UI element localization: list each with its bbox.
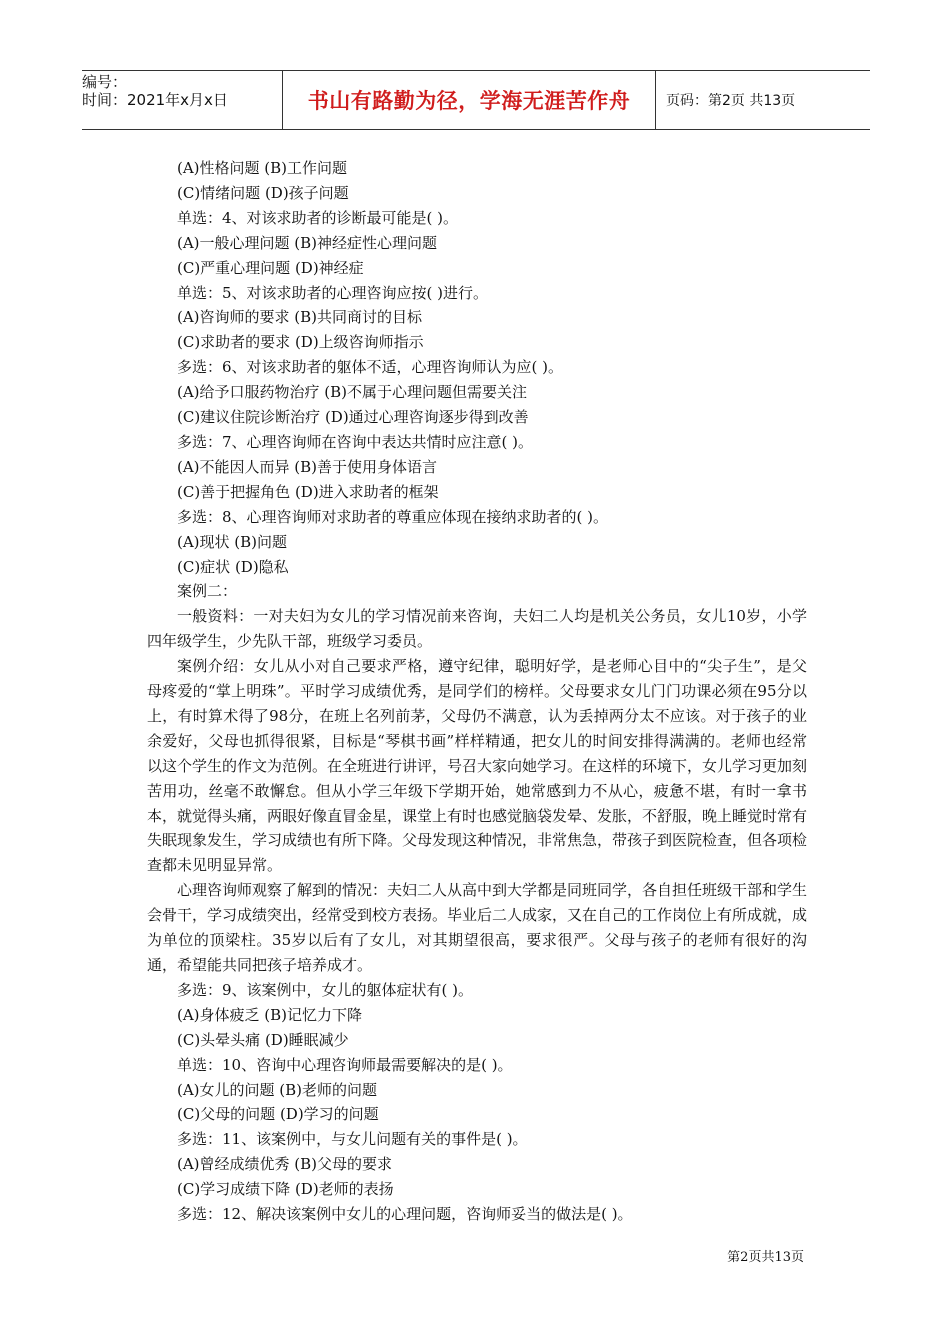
text-line: (C)头晕头痛 (D)睡眠减少 — [177, 1030, 349, 1049]
text-line: (A)性格问题 (B)工作问题 — [177, 159, 348, 177]
header-page-cell — [656, 71, 870, 129]
case-heading: 案例二： — [177, 582, 238, 601]
text-line: (C)情绪问题 (D)孩子问题 — [177, 183, 349, 202]
text-line: (A)身体疲乏 (B)记忆力下降 — [177, 1005, 363, 1024]
text-line: (C)善于把握角色 (D)进入求助者的框架 — [177, 482, 439, 501]
page-label: 页码：第2页 共13页 — [666, 93, 796, 109]
text-line: 单选：10、咨询中心理咨询师最需要解决的是( )。 — [177, 1055, 513, 1074]
text-line: 多选：11、该案例中，与女儿问题有关的事件是( )。 — [177, 1130, 528, 1149]
text-line: (C)求助者的要求 (D)上级咨询师指示 — [177, 333, 424, 352]
text-line: 多选：9、该案例中，女儿的躯体症状有( )。 — [177, 980, 474, 999]
text-line: (A)不能因人而异 (B)善于使用身体语言 — [177, 457, 438, 476]
paragraph-counselor-observation: 心理咨询师观察了解到的情况：夫妇二人从高中到大学都是同班同学，各自担任班级干部和学生会骨干，学习成绩突出，经常受到校方表扬。毕业后二人成家，又在自己的工作岗位上有所成就，成为单位的顶梁柱。35岁以后有了女儿，对其期望很高，要求很严。父母与孩子的老师有很好的沟通，希望能共同把孩子培养成才。 — [147, 881, 808, 974]
text-line: (C)建议住院诊断治疗 (D)通过心理咨询逐步得到改善 — [177, 408, 529, 427]
header-meta — [82, 71, 282, 129]
text-line: 多选：7、心理咨询师在咨询中表达共情时应注意( )。 — [177, 432, 534, 451]
text-line: (A)一般心理问题 (B)神经症性心理问题 — [177, 233, 438, 252]
text-line: (C)症状 (D)隐私 — [177, 557, 289, 576]
text-line: (A)咨询师的要求 (B)共同商讨的目标 — [177, 308, 423, 327]
text-line: (C)学习成绩下降 (D)老师的表扬 — [177, 1180, 394, 1199]
text-line: 单选：5、对该求助者的心理咨询应按( )进行。 — [177, 283, 489, 302]
text-line: 多选：6、对该求助者的躯体不适，心理咨询师认为应( )。 — [177, 358, 564, 377]
paragraph-general-info: 一般资料：一对夫妇为女儿的学习情况前来咨询，夫妇二人均是机关公务员，女儿10岁，小学四年级学生，少先队干部，班级学习委员。 — [147, 607, 807, 651]
page-footer: 第2页共13页 — [727, 1250, 804, 1265]
text-line: (C)严重心理问题 (D)神经症 — [177, 258, 364, 277]
text-line: 多选：12、解决该案例中女儿的心理问题，咨询师妥当的做法是( )。 — [177, 1205, 633, 1224]
header-motto-cell — [282, 71, 656, 129]
document-body — [147, 156, 807, 1227]
text-line: (A)女儿的问题 (B)老师的问题 — [177, 1080, 378, 1099]
paragraph-case-intro: 案例介绍：女儿从小对自己要求严格，遵守纪律，聪明好学，是老师心目中的“尖子生”，是父母疼爱的“掌上明珠”。平时学习成绩优秀，是同学们的榜样。父母要求女儿门门功课必须在95分以上，有时算术得了98分，在班上名列前茅，父母仍不满意，认为丢掉两分太不应该。对于孩子的业余爱好，父母也抓得很紧，目标是“琴棋书画”样样精通，把女儿的时间安排得满满的。老师也经常以这个学生的作文为范例。在全班进行讲评，号召大家向她学习。在这样的环境下，女儿学习更加刻苦用功，丝毫不敢懈怠。但从小学三年级下学期开始，她常感到力不从心，疲惫不堪，有时一拿书本，就觉得头痛，两眼好像直冒金星，课堂上有时也感觉脑袋发晕、发胀，不舒服，晚上睡觉时常有失眠现象发生，学习成绩也有所下降。父母发现这种情况，非常焦急，带孩子到医院检查，但各项检查都未见明显异常。 — [147, 657, 808, 875]
text-line: (C)父母的问题 (D)学习的问题 — [177, 1105, 379, 1124]
date-label: 时间：2021年x月x日 — [82, 91, 228, 109]
text-line: 多选：8、心理咨询师对求助者的尊重应体现在接纳求助者的( )。 — [177, 507, 609, 526]
motto-text: 书山有路勤为径，学海无涯苦作舟 — [307, 89, 631, 113]
text-line: (A)现状 (B)问题 — [177, 532, 288, 551]
serial-label: 编号： — [82, 73, 128, 91]
document-header — [82, 70, 870, 130]
text-line: (A)给予口服药物治疗 (B)不属于心理问题但需要关注 — [177, 383, 528, 402]
text-line: (A)曾经成绩优秀 (B)父母的要求 — [177, 1155, 393, 1174]
text-line: 单选：4、对该求助者的诊断最可能是( )。 — [177, 208, 459, 227]
